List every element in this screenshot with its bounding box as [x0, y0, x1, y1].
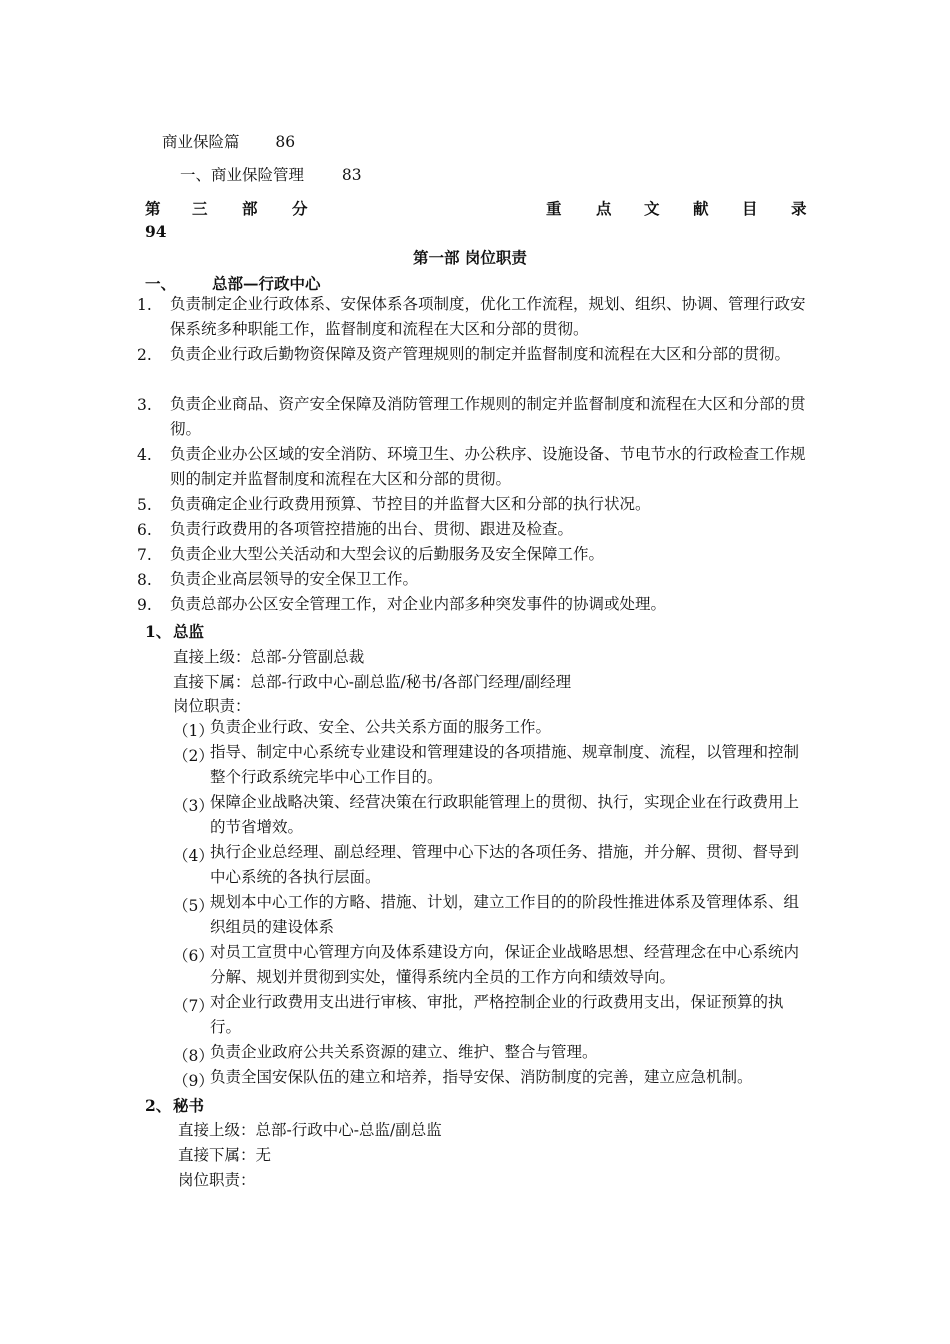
duty-text: 负责全国安保队伍的建立和培养，指导安保、消防制度的完善，建立应急机制。: [210, 1068, 753, 1086]
duty-number: （4）: [173, 847, 214, 865]
list-number: 2.: [137, 346, 152, 364]
list-number: 3.: [137, 396, 152, 414]
duty-text: 指导、制定中心系统专业建设和管理建设的各项措施、规章制度、流程，以管理和控制整个行政系统完毕中心工作目的。: [210, 743, 800, 786]
toc-char: 文: [644, 199, 660, 218]
list-text: 负责企业大型公关活动和大型会议的后勤服务及安全保障工作。: [170, 545, 605, 563]
list-number: 9.: [137, 596, 152, 614]
duty-text: 负责企业政府公共关系资源的建立、维护、整合与管理。: [210, 1043, 598, 1061]
toc-line-1: [162, 130, 295, 152]
duty-number: （7）: [173, 997, 214, 1015]
list-number: 6.: [137, 521, 152, 539]
toc-title: 一、商业保险管理: [180, 166, 305, 184]
list-number: 7.: [137, 546, 152, 564]
list-text: 负责企业商品、资产安全保障及消防管理工作规则的制定并监督制度和流程在大区和分部的贯彻。: [170, 395, 806, 438]
toc-char: 重: [546, 199, 562, 218]
toc-title: 商业保险篇: [162, 133, 240, 151]
list-text: 负责行政费用的各项管控措施的出台、贯彻、跟进及检查。: [170, 520, 574, 538]
duty-number: （8）: [173, 1047, 214, 1065]
direct-subordinate: 直接下属：无: [178, 1146, 272, 1164]
toc-part3-page: 94: [145, 222, 167, 241]
toc-char: 分: [292, 199, 308, 218]
list-text: 负责企业行政后勤物资保障及资产管理规则的制定并监督制度和流程在大区和分部的贯彻。: [170, 345, 791, 363]
duties-label: 岗位职责：: [178, 1171, 256, 1189]
duty-text: 执行企业总经理、副总经理、管理中心下达的各项任务、措施，并分解、贯彻、督导到中心系统的各执行层面。: [210, 843, 800, 886]
toc-char: 三: [192, 199, 208, 218]
list-number: 5.: [137, 496, 152, 514]
toc-page: 86: [275, 133, 296, 151]
list-text: 负责企业高层领导的安全保卫工作。: [170, 570, 419, 588]
role-title: 秘书: [173, 1096, 205, 1115]
toc-char: 点: [596, 199, 612, 218]
duty-text: 对企业行政费用支出进行审核、审批，严格控制企业的行政费用支出，保证预算的执行。: [210, 993, 784, 1036]
duty-number: （1）: [173, 722, 214, 740]
list-text: 负责企业办公区域的安全消防、环境卫生、办公秩序、设施设备、节电节水的行政检查工作规则的制定并监督制度和流程在大区和分部的贯彻。: [170, 445, 806, 488]
duty-number: （9）: [173, 1072, 214, 1090]
list-number: 8.: [137, 571, 152, 589]
list-text: 负责总部办公区安全管理工作，对企业内部多种突发事件的协调或处理。: [170, 595, 667, 613]
duty-number: （2）: [173, 747, 214, 765]
toc-char: 第: [145, 199, 161, 218]
duty-number: （6）: [173, 947, 214, 965]
toc-page: 83: [341, 166, 362, 184]
list-text: 负责制定企业行政体系、安保体系各项制度，优化工作流程，规划、组织、协调、管理行政安保系统多种职能工作，监督制度和流程在大区和分部的贯彻。: [170, 295, 806, 338]
direct-subordinate: 直接下属：总部-行政中心-副总监/秘书/各部门经理/副经理: [173, 673, 572, 691]
toc-char: 目: [742, 199, 758, 218]
duties-label: 岗位职责：: [173, 697, 251, 715]
list-number: 1.: [137, 296, 152, 314]
role-number: 1、: [145, 622, 172, 641]
duty-text: 规划本中心工作的方略、措施、计划，建立工作目的的阶段性推进体系及管理体系、组织组员的建设体系: [210, 893, 800, 936]
duty-number: （5）: [173, 897, 214, 915]
duty-text: 对员工宣贯中心管理方向及体系建设方向，保证企业战略思想、经营理念在中心系统内分解、规划并贯彻到实处，懂得系统内全员的工作方向和绩效导向。: [210, 943, 800, 986]
toc-char: 献: [693, 199, 709, 218]
duty-text: 保障企业战略决策、经营决策在行政职能管理上的贯彻、执行，实现企业在行政费用上的节省增效。: [210, 793, 800, 836]
role-number: 2、: [145, 1096, 172, 1115]
list-text: 负责确定企业行政费用预算、节控目的并监督大区和分部的执行状况。: [170, 495, 651, 513]
page-heading: 第一部 岗位职责: [413, 248, 527, 267]
list-number: 4.: [137, 446, 152, 464]
toc-line-2: [180, 163, 362, 185]
duty-number: （3）: [173, 797, 214, 815]
section-title: 总部—行政中心: [212, 274, 321, 293]
role-title: 总监: [173, 622, 205, 641]
direct-superior: 直接上级：总部-分管副总裁: [173, 648, 365, 666]
section-number: 一、: [145, 274, 177, 293]
toc-char: 部: [242, 199, 258, 218]
duty-text: 负责企业行政、安全、公共关系方面的服务工作。: [210, 718, 552, 736]
toc-char: 录: [791, 199, 807, 218]
direct-superior: 直接上级：总部-行政中心-总监/副总监: [178, 1121, 442, 1139]
